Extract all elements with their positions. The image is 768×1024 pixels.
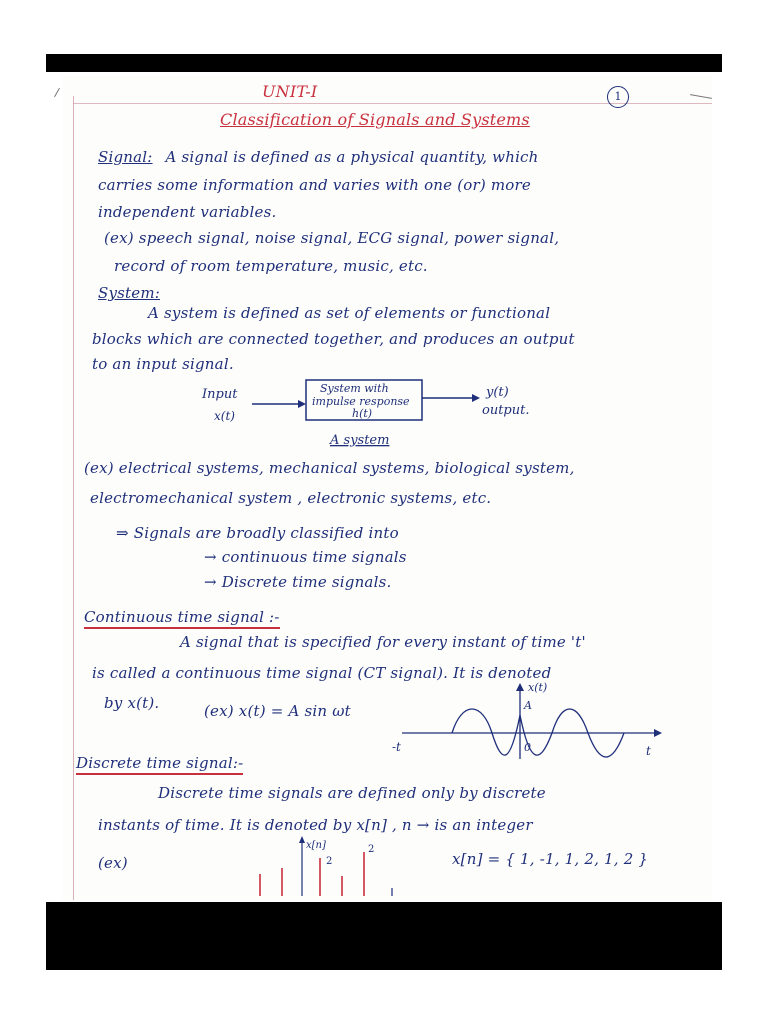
diagram-input-label: Input [202,387,238,402]
system-text-line: to an input signal. [92,355,234,373]
diagram-output-label: output. [482,403,530,418]
diagram-input-signal: x(t) [214,409,235,423]
continuous-text-line: A signal that is specified for every instant of time 't' [180,633,586,651]
box-text: System with [320,382,389,395]
continuous-example: (ex) x(t) = A sin ωt [204,702,351,720]
discrete-text-line: Discrete time signals are defined only by discrete [158,784,546,802]
continuous-heading: Continuous time signal :- [84,608,280,629]
discrete-example: (ex) [98,854,128,872]
wave-neg-t: -t [392,740,401,754]
top-black-bar [46,54,722,72]
diagram-output-signal: y(t) [486,385,509,400]
page-number: 1 [607,86,629,108]
wave-origin: 0 [524,741,531,754]
discrete-stem-plot [242,836,402,896]
signal-text-line: carries some information and varies with one (or) more [98,176,531,194]
signal-text-line: A signal is defined as a physical quantity, which [165,148,539,166]
classification-item: → continuous time signals [204,548,407,566]
system-examples: electromechanical system , electronic systems, etc. [90,489,492,507]
unit-title: UNIT-I [262,82,318,101]
discrete-sequence: x[n] = { 1, -1, 1, 2, 1, 2 } [452,850,649,868]
continuous-text-line: by x(t). [104,694,160,712]
wave-pos-t: t [646,744,651,758]
wave-y-label: x(t) [528,681,548,694]
output-arrow-head [472,394,480,402]
bottom-black-bar [46,902,722,970]
discrete-text-line: instants of time. It is denoted by x[n] , n → is an integer [98,816,533,834]
signal-heading: Signal: [98,148,153,166]
system-heading: System: [98,284,161,302]
box-text: h(t) [352,407,373,420]
system-examples: (ex) electrical systems, mechanical systems, biological system, [84,459,575,477]
stem-axis-head [299,836,305,843]
signal-text-line: independent variables. [98,203,277,221]
notebook-page [62,76,712,900]
stem-value: 2 [326,856,333,867]
amplitude-axis-head [516,683,524,691]
signal-examples: (ex) speech signal, noise signal, ECG signal, power signal, [104,229,560,247]
discrete-heading: Discrete time signal:- [76,754,243,775]
system-block-diagram [62,376,712,456]
classification-item: → Discrete time signals. [204,573,392,591]
diagram-caption: A system [330,433,390,448]
input-arrow-head [298,400,306,408]
wave-amp-label: A [524,699,532,712]
stem-y-label: x[n] [306,840,326,851]
system-text-line: blocks which are connected together, and produces an output [92,330,575,348]
continuous-text-line: is called a continuous time signal (CT signal). It is denoted [92,664,552,682]
box-text: impulse response [312,395,410,408]
page-title: Classification of Signals and Systems [220,110,530,129]
stem-value: 2 [368,844,375,855]
system-text-line: A system is defined as set of elements or functional [148,304,551,322]
sine-wave-graph [392,681,662,761]
classification-intro: ⇒ Signals are broadly classified into [116,524,399,542]
scan-mark [54,88,60,97]
time-axis-head [654,729,662,737]
signal-examples: record of room temperature, music, etc. [114,257,428,275]
margin-line [73,96,74,900]
